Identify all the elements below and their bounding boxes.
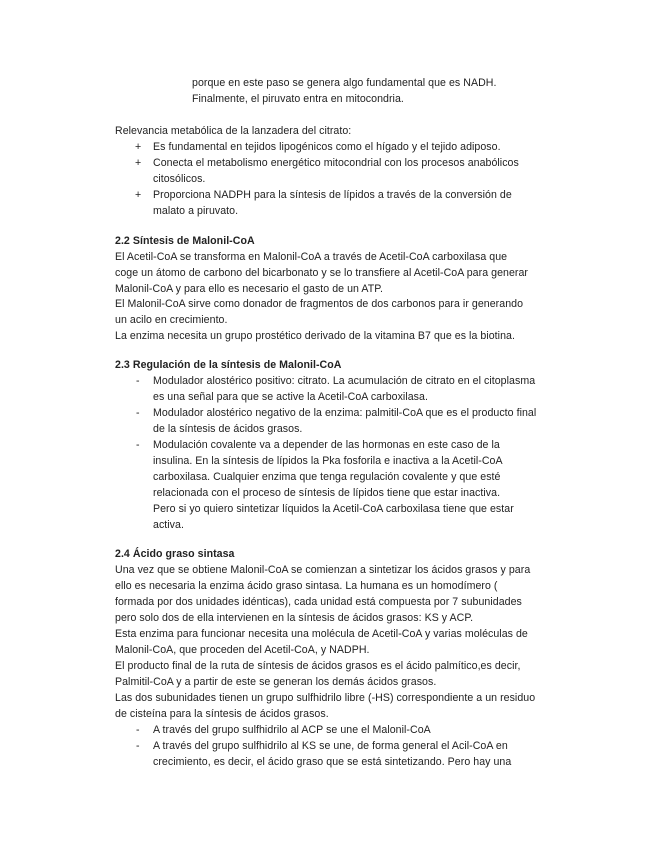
list-item-line: malato a piruvato. — [153, 205, 239, 217]
paragraph-line: La enzima necesita un grupo prostético derivado de la vitamina B7 que es la biotina. — [115, 330, 515, 342]
bullet-plus: + — [135, 157, 142, 169]
paragraph-line: un acilo en crecimiento. — [115, 314, 228, 326]
list-item-line: Modulación covalente va a depender de las hormonas en este caso de la — [153, 439, 500, 451]
paragraph-line: de cisteína para la síntesis de ácidos grasos. — [115, 708, 329, 720]
list-item-line: crecimiento, es decir, el ácido graso que se está sintetizando. Pero hay una — [153, 756, 512, 768]
paragraph-line: Esta enzima para funcionar necesita una molécula de Acetil-CoA y varias moléculas de — [115, 628, 528, 640]
paragraph-line: Las dos subunidades tienen un grupo sulfhidrilo libre (-HS) correspondiente a un residuo — [115, 692, 536, 704]
bullet-dash: - — [136, 407, 140, 419]
list-item-line: Pero si yo quiero sintetizar líquidos la Acetil-CoA carboxilasa tiene que estar — [153, 503, 514, 515]
paragraph-line: Una vez que se obtiene Malonil-CoA se comienzan a sintetizar los ácidos grasos y para — [115, 564, 531, 576]
bullet-dash: - — [136, 375, 140, 387]
list-item-line: carboxilasa. Cualquier enzima que tenga regulación covalente y que esté — [153, 471, 501, 483]
list-item-line: activa. — [153, 519, 184, 531]
paragraph-line: ello es necesaria la enzima ácido graso sintasa. La humana es un homodímero ( — [115, 580, 498, 592]
bullet-plus: + — [135, 141, 142, 153]
list-item-line: insulina. En la síntesis de lípidos la Pka fosforila e inactiva a la Acetil-CoA — [153, 455, 503, 467]
intro-line: Finalmente, el piruvato entra en mitocondria. — [192, 93, 404, 105]
bullet-dash: - — [136, 724, 140, 736]
paragraph-line: formada por dos unidades idénticas), cada unidad está compuesta por 7 subunidades — [115, 596, 522, 608]
list-item-line: Es fundamental en tejidos lipogénicos como el hígado y el tejido adiposo. — [153, 141, 501, 153]
list-item-line: Modulador alostérico positivo: citrato. La acumulación de citrato en el citoplasma — [153, 375, 536, 387]
section-title-2-2: 2.2 Síntesis de Malonil-CoA — [115, 235, 255, 247]
bullet-dash: - — [136, 439, 140, 451]
list-item-line: Conecta el metabolismo energético mitocondrial con los procesos anabólicos — [153, 157, 519, 169]
bullet-plus: + — [135, 189, 142, 201]
paragraph-line: El Acetil-CoA se transforma en Malonil-CoA a través de Acetil-CoA carboxilasa que — [115, 251, 508, 263]
paragraph-line: El Malonil-CoA sirve como donador de fragmentos de dos carbonos para ir generando — [115, 298, 524, 310]
paragraph-line: Malonil-CoA, que proceden del Acetil-CoA, y NADPH. — [115, 644, 370, 656]
paragraph-line: pero solo dos de ella intervienen en la síntesis de ácidos grasos: KS y ACP. — [115, 612, 474, 624]
list-item-line: A través del grupo sulfhidrilo al ACP se une el Malonil-CoA — [153, 724, 431, 736]
section-title-2-4: 2.4 Ácido graso sintasa — [115, 548, 235, 560]
bullet-dash: - — [136, 740, 140, 752]
paragraph-line: El producto final de la ruta de síntesis de ácidos grasos es el ácido palmítico,es decir, — [115, 660, 521, 672]
list-item-line: relacionada con el proceso de síntesis de lípidos tiene que estar inactiva. — [153, 487, 501, 499]
list-item-line: citosólicos. — [153, 173, 206, 185]
paragraph-line: Palmitil-CoA y a partir de este se generan los demás ácidos grasos. — [115, 676, 437, 688]
relevancia-heading: Relevancia metabólica de la lanzadera del citrato: — [115, 125, 352, 137]
paragraph-line: Malonil-CoA y para ello es necesario el gasto de un ATP. — [115, 283, 383, 295]
list-item-line: A través del grupo sulfhidrilo al KS se une, de forma general el Acil-CoA en — [153, 740, 508, 752]
paragraph-line: coge un átomo de carbono del bicarbonato y se lo transfiere al Acetil-CoA para generar — [115, 267, 528, 279]
list-item-line: de la síntesis de ácidos grasos. — [153, 423, 303, 435]
intro-line: porque en este paso se genera algo fundamental que es NADH. — [192, 77, 497, 89]
section-title-2-3: 2.3 Regulación de la síntesis de Malonil-CoA — [115, 359, 342, 371]
list-item-line: Proporciona NADPH para la síntesis de lípidos a través de la conversión de — [153, 189, 512, 201]
list-item-line: es una señal para que se active la Acetil-CoA carboxilasa. — [153, 391, 428, 403]
list-item-line: Modulador alostérico negativo de la enzima: palmitil-CoA que es el producto final — [153, 407, 537, 419]
